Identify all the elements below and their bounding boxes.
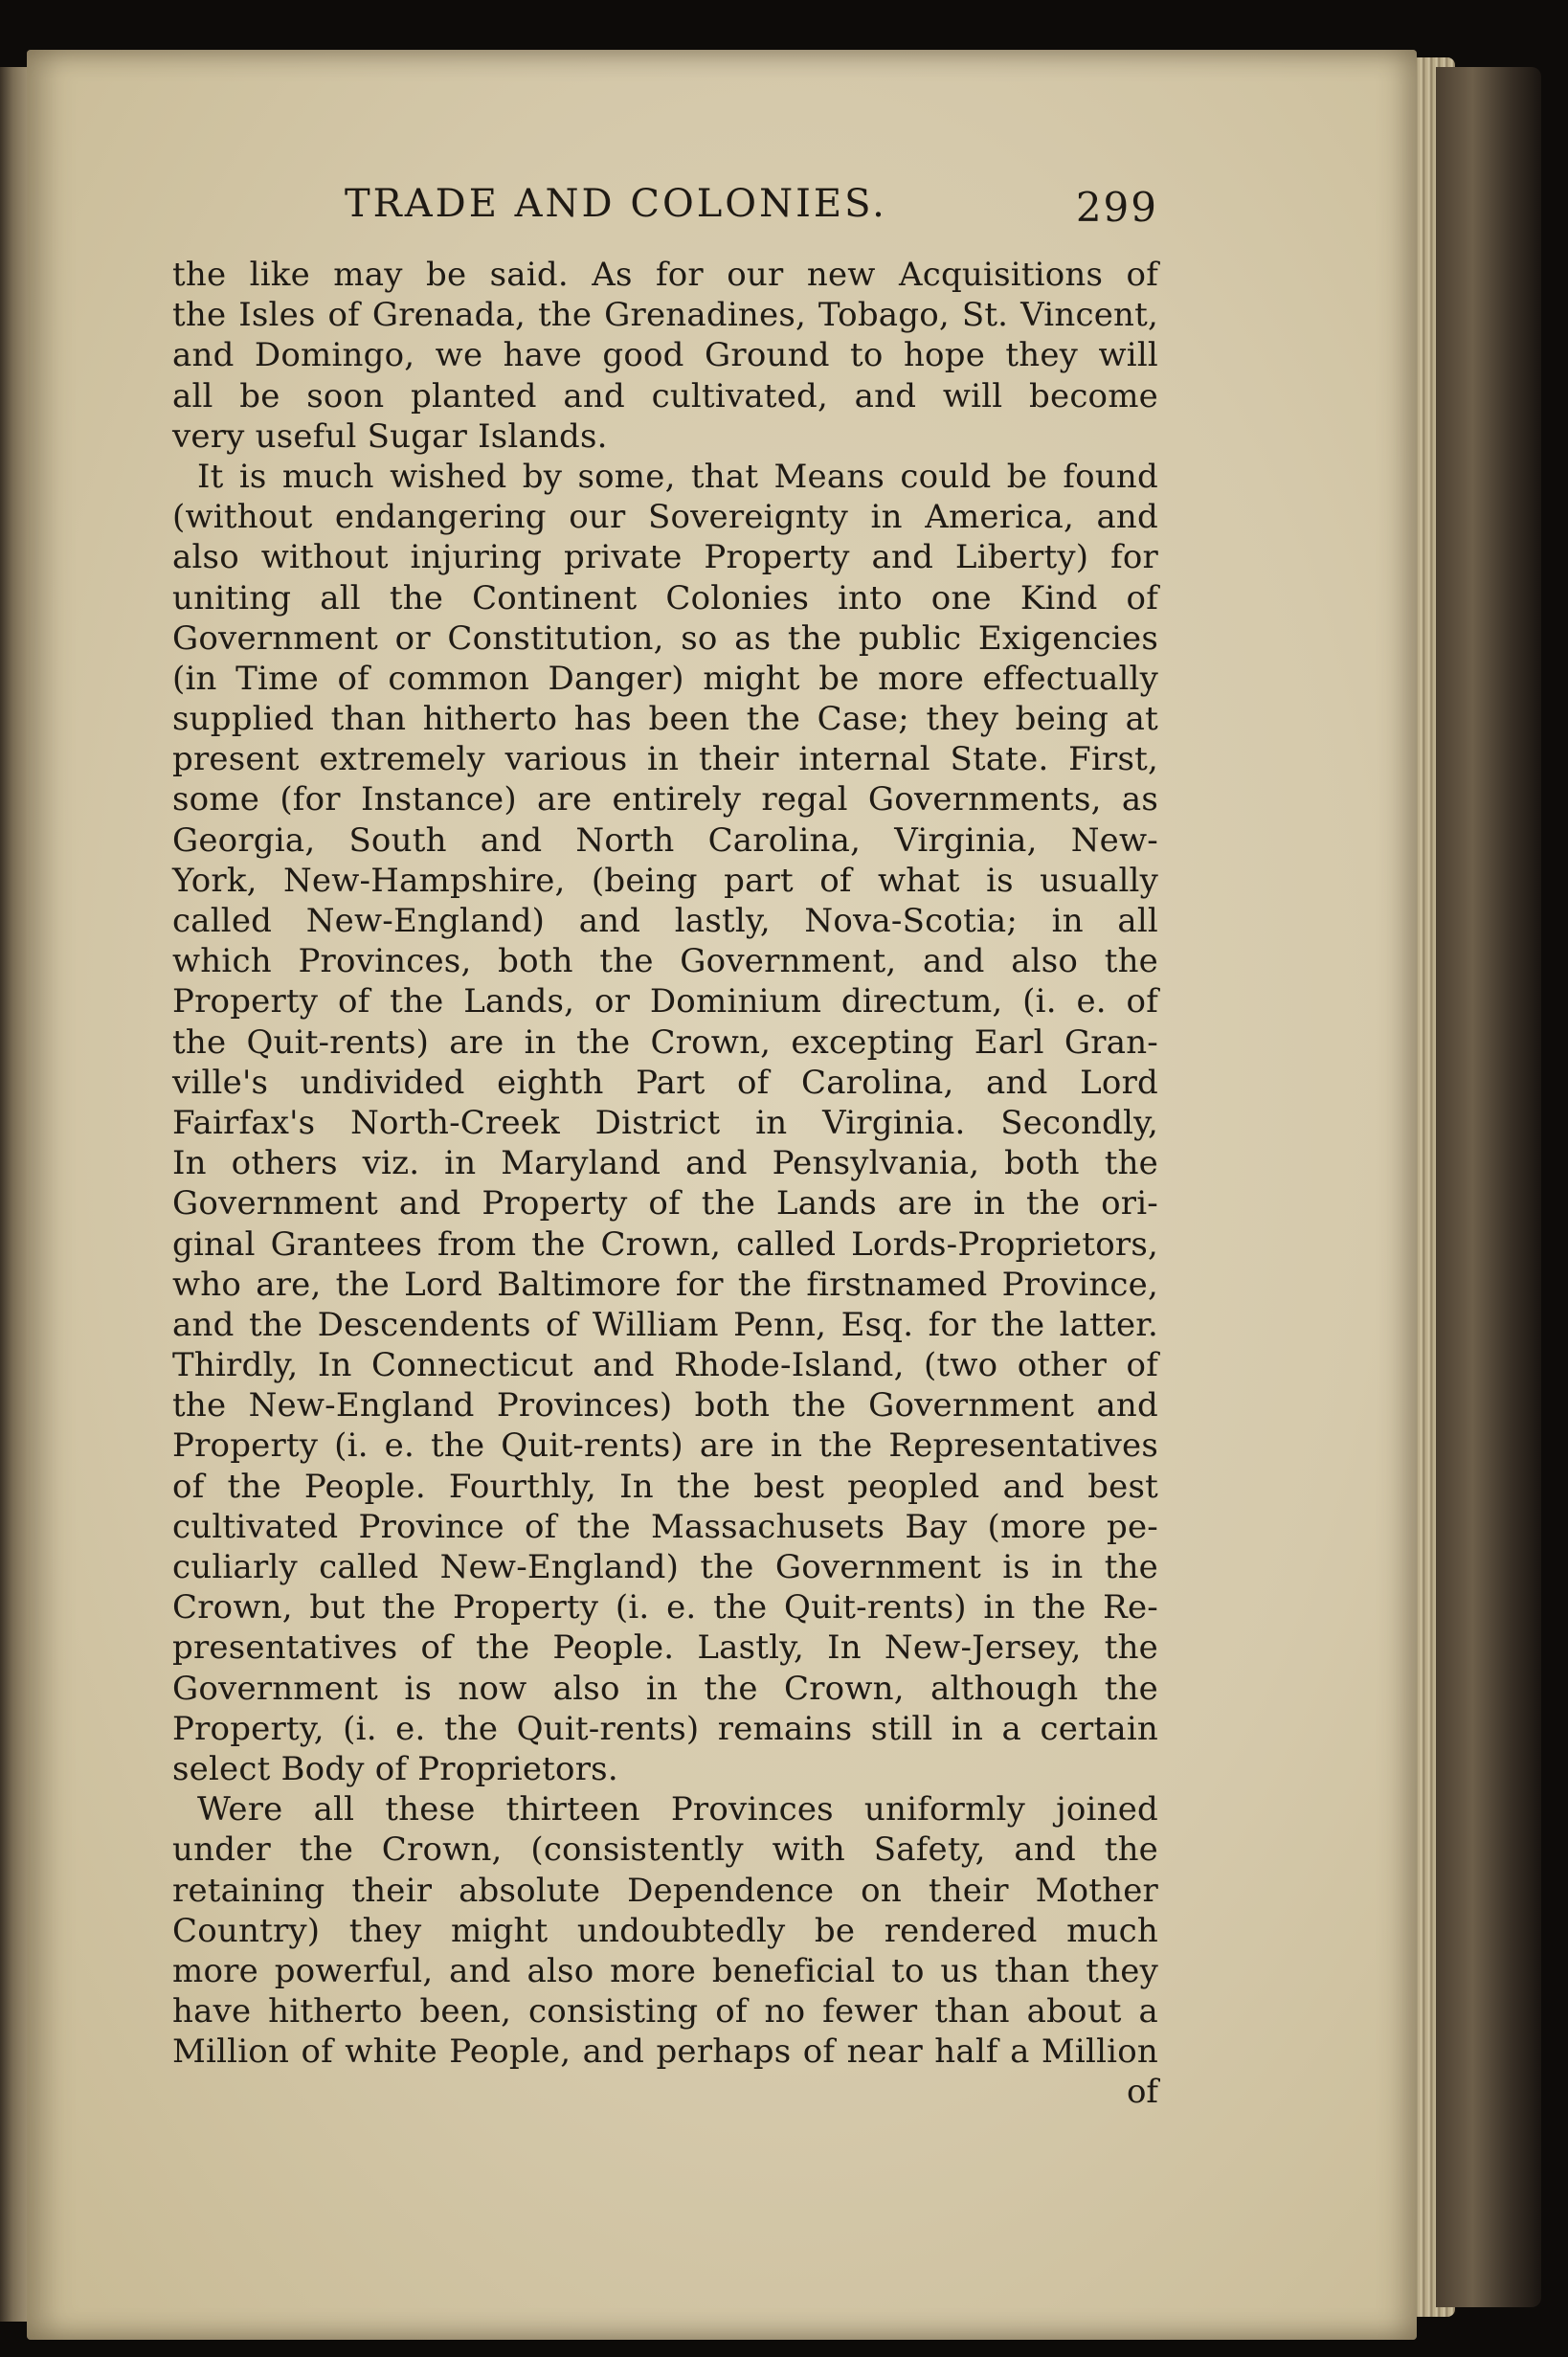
text-line: ginal Grantees from the Crown, called Lords-Proprietors, bbox=[172, 1224, 1158, 1264]
body-text bbox=[172, 255, 1158, 2072]
text-line: Were all these thirteen Provinces uniformly joined bbox=[197, 1790, 1158, 1829]
text-line: retaining their absolute Dependence on their Mother bbox=[172, 1871, 1158, 1910]
text-line: which Provinces, both the Government, and also the bbox=[172, 942, 1158, 981]
page-number: 299 bbox=[1075, 184, 1158, 231]
running-head bbox=[172, 182, 1158, 255]
text-line: It is much wished by some, that Means could be found bbox=[197, 457, 1158, 496]
text-line: under the Crown, (consistently with Safety, and the bbox=[172, 1830, 1158, 1870]
running-head-title: TRADE AND COLONIES. bbox=[345, 182, 887, 226]
text-line: cultivated Province of the Massachusets Bay (more pe- bbox=[172, 1507, 1158, 1546]
text-line: of the People. Fourthly, In the best peopled and best bbox=[172, 1467, 1158, 1506]
text-line: Government or Constitution, so as the public Exigencies bbox=[172, 618, 1158, 658]
text-line: Government and Property of the Lands are in the ori- bbox=[172, 1184, 1158, 1223]
text-line: culiarly called New-England) the Government is in the bbox=[172, 1548, 1158, 1586]
text-line: Fairfax's North-Creek District in Virginia. Secondly, bbox=[172, 1103, 1158, 1142]
text-line: Government is now also in the Crown, although the bbox=[172, 1669, 1158, 1708]
text-line: present extremely various in their internal State. First, bbox=[172, 740, 1158, 779]
text-line: Georgia, South and North Carolina, Virginia, New- bbox=[172, 820, 1158, 860]
text-line: also without injuring private Property and Liberty) for bbox=[172, 538, 1158, 577]
text-line: (without endangering our Sovereignty in America, and bbox=[172, 498, 1158, 537]
text-line: all be soon planted and cultivated, and will become bbox=[172, 376, 1158, 415]
text-line: Property (i. e. the Quit-rents) are in the Representatives bbox=[172, 1426, 1158, 1466]
text-line: called New-England) and lastly, Nova-Scotia; in all bbox=[172, 902, 1158, 940]
text-line: some (for Instance) are entirely regal Governments, as bbox=[172, 780, 1158, 819]
text-line: the like may be said. As for our new Acquisitions of bbox=[172, 256, 1158, 294]
text-line: (in Time of common Danger) might be more effectually bbox=[172, 659, 1158, 698]
text-line: uniting all the Continent Colonies into one Kind of bbox=[172, 578, 1158, 617]
text-line: Million of white People, and perhaps of near half a Million bbox=[172, 2032, 1158, 2072]
text-line: Property, (i. e. the Quit-rents) remains still in a certain bbox=[172, 1709, 1158, 1748]
text-line: In others viz. in Maryland and Pensylvania, both the bbox=[172, 1144, 1158, 1183]
text-line: ville's undivided eighth Part of Carolina, and Lord bbox=[172, 1063, 1158, 1102]
text-line: supplied than hitherto has been the Case; they being at bbox=[172, 700, 1158, 739]
text-line: the Quit-rents) are in the Crown, excepting Earl Gran- bbox=[172, 1022, 1158, 1062]
text-line: have hitherto been, consisting of no fewer than about a bbox=[172, 1992, 1158, 2032]
catchword: of bbox=[1126, 2073, 1158, 2112]
page-text-block bbox=[172, 182, 1158, 2112]
text-line: Country) they might undoubtedly be rendered much bbox=[172, 1911, 1158, 1950]
text-line: select Body of Proprietors. bbox=[172, 1749, 618, 1788]
text-line: presentatives of the People. Lastly, In New-Jersey, the bbox=[172, 1628, 1158, 1668]
text-line: Thirdly, In Connecticut and Rhode-Island, (two other of bbox=[172, 1346, 1158, 1385]
book-cover-edge bbox=[1436, 67, 1541, 2307]
text-line: Property of the Lands, or Dominium directum, (i. e. of bbox=[172, 982, 1158, 1021]
text-line: who are, the Lord Baltimore for the firstnamed Province, bbox=[172, 1265, 1158, 1304]
text-line: very useful Sugar Islands. bbox=[172, 416, 608, 456]
text-line: more powerful, and also more beneficial to us than they bbox=[172, 1951, 1158, 1990]
text-line: York, New-Hampshire, (being part of what is usually bbox=[172, 861, 1158, 900]
text-line: Crown, but the Property (i. e. the Quit-rents) in the Re- bbox=[172, 1588, 1158, 1627]
text-line: and Domingo, we have good Ground to hope they will bbox=[172, 336, 1158, 375]
text-line: the Isles of Grenada, the Grenadines, Tobago, St. Vincent, bbox=[172, 296, 1158, 335]
text-line: and the Descendents of William Penn, Esq. for the latter. bbox=[172, 1305, 1158, 1344]
text-line: the New-England Provinces) both the Government and bbox=[172, 1386, 1158, 1425]
